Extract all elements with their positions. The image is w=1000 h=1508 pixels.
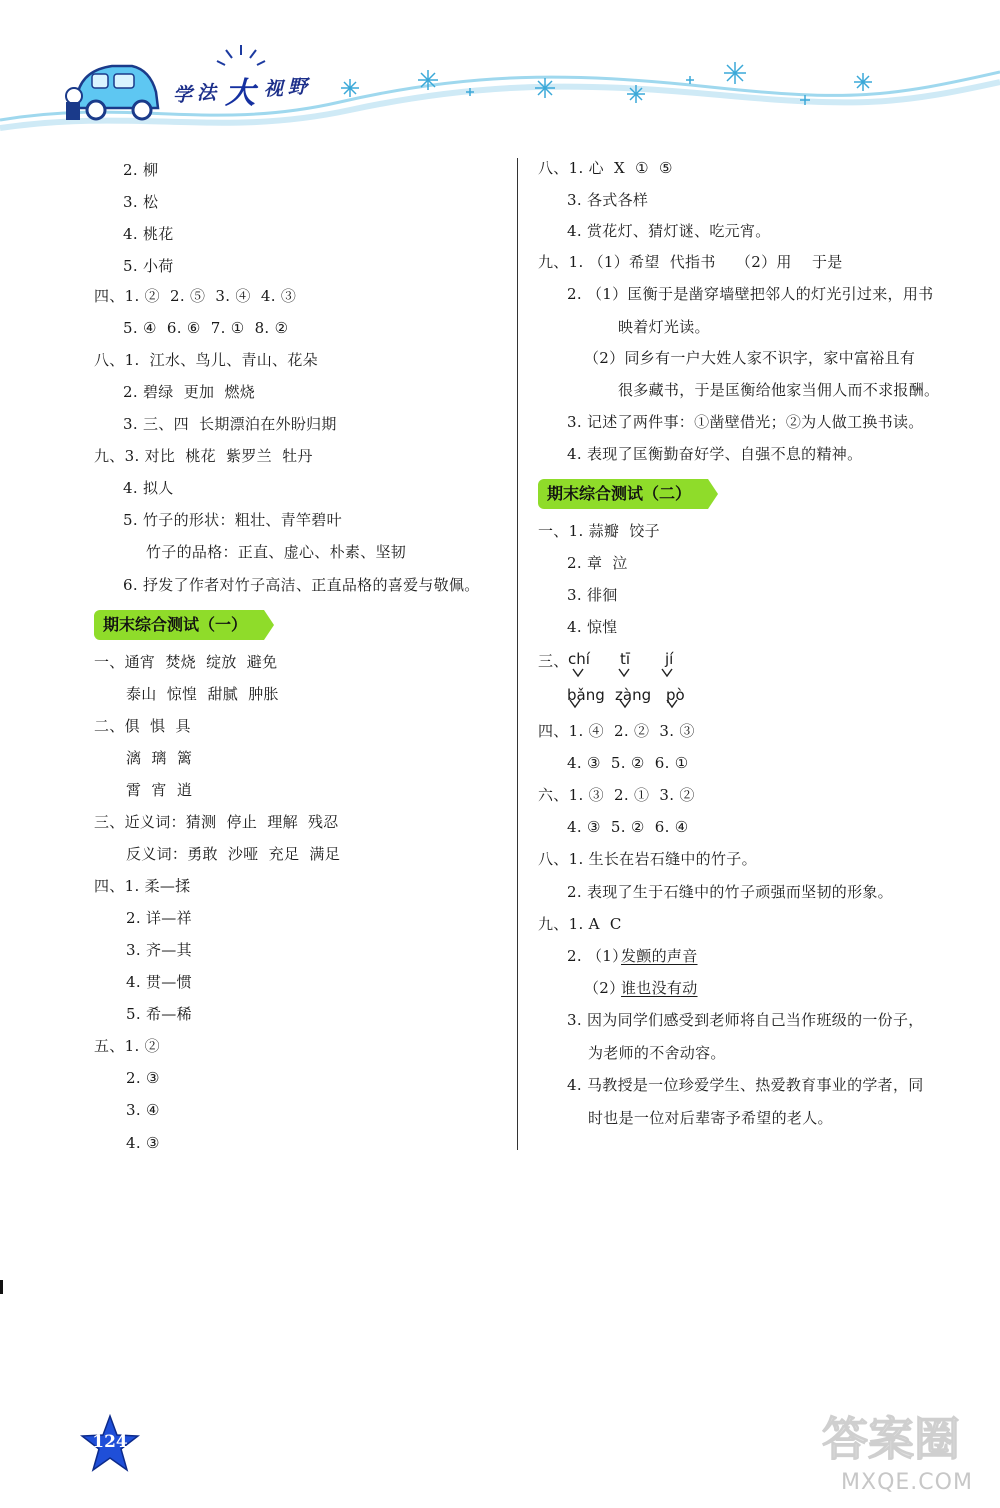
answer-line: 时也是一位对后辈寄予希望的老人。 <box>588 1109 833 1127</box>
answer-line: 九、1. A C <box>538 915 622 933</box>
page-number: 124 <box>92 1432 128 1452</box>
answer-line: （2） <box>584 979 625 997</box>
answer-line: 3. 松 <box>123 193 159 211</box>
pinyin-answer: chí <box>568 650 590 668</box>
answer-line: 4. 桃花 <box>123 225 174 243</box>
answer-line: 2. 碧绿 更加 燃烧 <box>123 383 256 401</box>
answer-line: 4. 表现了匡衡勤奋好学、自强不息的精神。 <box>567 445 863 463</box>
section-title: 期末综合测试（二） <box>538 479 708 509</box>
brand-char: 学 <box>173 84 193 106</box>
header-wave-decoration <box>0 0 1000 140</box>
pinyin-answer: bǎng <box>567 686 605 704</box>
watermark <box>822 1400 992 1500</box>
answer-line: 4. 拟人 <box>123 479 174 497</box>
answer-line: 四、1. ② 2. ⑤ 3. ④ 4. ③ <box>94 287 297 305</box>
pinyin-answer: zàng <box>615 686 652 704</box>
answer-line: 3. 因为同学们感受到老师将自己当作班级的一份子， <box>567 1011 924 1029</box>
answer-line: 5. 竹子的形状：粗壮、青竿碧叶 <box>123 511 342 529</box>
answer-line: 3. 记述了两件事：①凿壁借光；②为人做工换书读。 <box>567 413 924 431</box>
answer-line: 5. 小荷 <box>123 257 174 275</box>
answer-line: 2. 详—祥 <box>126 909 192 927</box>
answer-line: 4. 惊惶 <box>567 618 618 636</box>
answer-line: 八、1. 心 X ① ⑤ <box>538 159 673 177</box>
answer-line: 2. 章 泣 <box>567 554 628 572</box>
answer-line: 很多藏书，于是匡衡给他家当佣人而不求报酬。 <box>618 381 940 399</box>
answer-line: 4. ③ 5. ② 6. ① <box>567 754 689 772</box>
answer-line: 四、1. 柔—揉 <box>94 877 191 895</box>
answer-line: 为老师的不舍动容。 <box>588 1044 726 1062</box>
pinyin-answer: tī <box>620 650 631 668</box>
answer-line: 霄 宵 逍 <box>126 781 193 799</box>
answer-line: 九、3. 对比 桃花 紫罗兰 牡丹 <box>94 447 313 465</box>
watermark-logo <box>822 1400 992 1470</box>
answer-line: 泰山 惊惶 甜腻 肿胀 <box>126 685 279 703</box>
answer-line: 2. 表现了生于石缝中的竹子顽强而坚韧的形象。 <box>567 883 893 901</box>
answer-line: 九、1. （1）希望 代指书 （2）用 于是 <box>538 253 843 271</box>
answer-line: 八、1. 生长在岩石缝中的竹子。 <box>538 850 757 868</box>
answer-line: 映着灯光读。 <box>618 318 710 336</box>
brand-logo <box>165 68 325 112</box>
underlined-answer: 发颤的声音 <box>621 947 698 965</box>
svg-text:答案圈: 答案圈 <box>822 1412 960 1466</box>
answer-line: 5. ④ 6. ⑥ 7. ① 8. ② <box>123 319 289 337</box>
answer-line: 五、1. ② <box>94 1037 160 1055</box>
brand-char: 法 <box>197 82 217 104</box>
answer-line: 4. ③ 5. ② 6. ④ <box>567 818 689 836</box>
question-label: 三、 <box>538 652 569 670</box>
page-number-badge <box>80 1414 140 1472</box>
answer-line: 4. 赏花灯、猜灯谜、吃元宵。 <box>567 222 771 240</box>
watermark-site: MXQE.COM <box>841 1470 973 1495</box>
answer-line: 2. （1） <box>567 947 628 965</box>
answer-line: 四、1. ④ 2. ② 3. ③ <box>538 722 695 740</box>
answer-line: 反义词：勇敢 沙哑 充足 满足 <box>126 845 341 863</box>
answer-line: 竹子的品格：正直、虚心、朴素、坚韧 <box>146 543 407 561</box>
answer-line: 3. 徘徊 <box>567 586 618 604</box>
answer-line: 漓 璃 篱 <box>126 749 193 767</box>
answer-line: 三、近义词：猜测 停止 理解 残忍 <box>94 813 339 831</box>
answer-line: 4. 贯—惯 <box>126 973 192 991</box>
answer-line: 二、俱 惧 具 <box>94 717 191 735</box>
answer-line: 一、通宵 焚烧 绽放 避免 <box>94 653 278 671</box>
answer-line: 3. 齐—其 <box>126 941 192 959</box>
answer-line: 5. 希—稀 <box>126 1005 192 1023</box>
answer-line: 八、1. 江水、鸟儿、青山、花朵 <box>94 351 318 369</box>
brand-char: 视 <box>264 78 284 100</box>
answer-line: 2. （1）匡衡于是凿穿墙壁把邻人的灯光引过来，用书 <box>567 285 934 303</box>
answer-line: 2. 柳 <box>123 161 159 179</box>
pinyin-answer: jí <box>665 650 674 668</box>
answer-line: 4. ③ <box>126 1134 160 1152</box>
answer-line: 一、1. 蒜瓣 饺子 <box>538 522 660 540</box>
crop-mark-left <box>0 1280 3 1294</box>
underlined-answer: 谁也没有动 <box>621 979 698 997</box>
answer-line: （2）同乡有一户大姓人家不识字，家中富裕且有 <box>584 349 916 367</box>
answer-line: 3. 各式各样 <box>567 191 649 209</box>
answer-line: 2. ③ <box>126 1069 160 1087</box>
answer-line: 3. 三、四 长期漂泊在外盼归期 <box>123 415 337 433</box>
answer-line: 4. 马教授是一位珍爱学生、热爱教育事业的学者，同 <box>567 1076 924 1094</box>
section-title: 期末综合测试（一） <box>94 610 264 640</box>
page-header <box>0 0 1000 140</box>
brand-char: 大 <box>225 76 255 111</box>
brand-char: 野 <box>288 76 308 98</box>
answer-line: 3. ④ <box>126 1101 160 1119</box>
column-divider <box>517 158 518 1150</box>
answer-line: 六、1. ③ 2. ① 3. ② <box>538 786 695 804</box>
pinyin-answer: pò <box>666 686 685 704</box>
answer-line: 6. 抒发了作者对竹子高洁、正直品格的喜爱与敬佩。 <box>123 576 480 594</box>
